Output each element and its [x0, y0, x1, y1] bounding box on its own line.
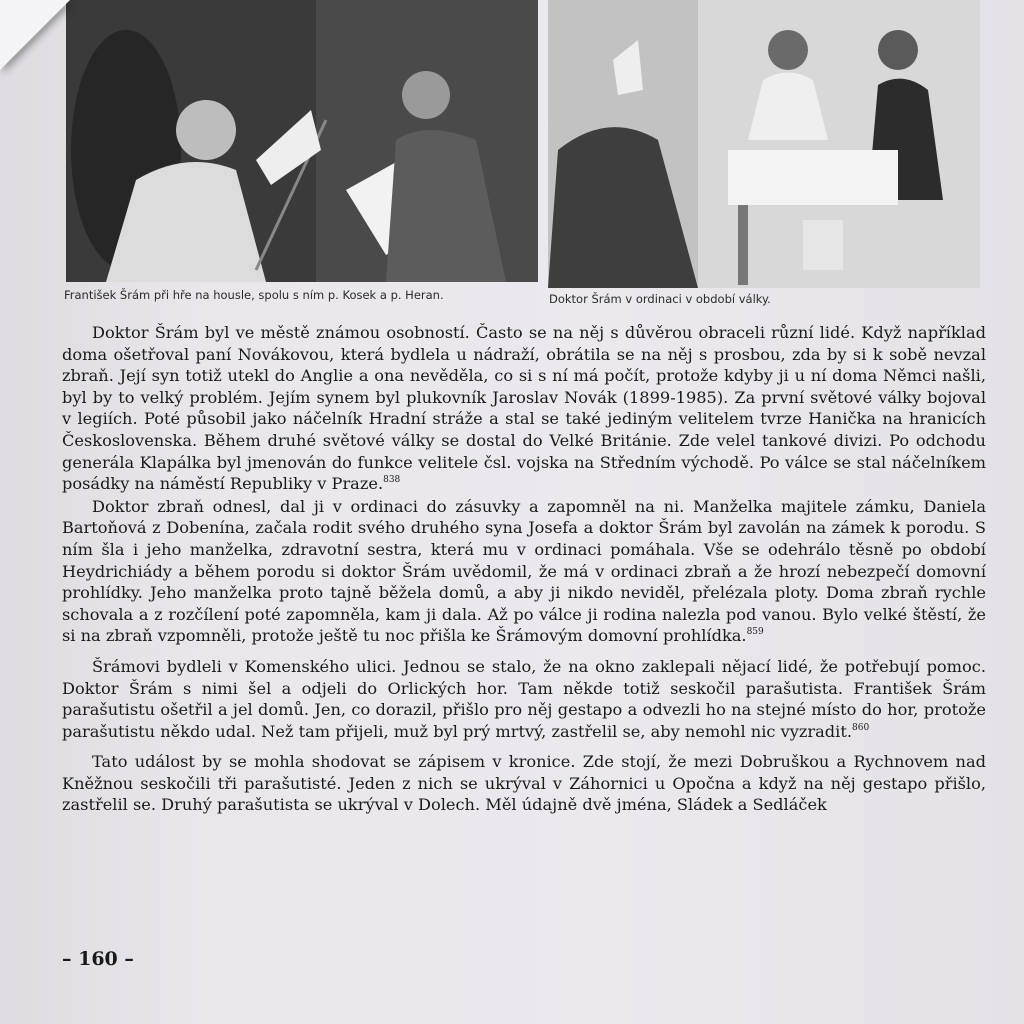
footnote-ref-860: 860 — [852, 722, 870, 733]
footnote-ref-838: 838 — [383, 475, 401, 486]
paragraph-4: Tato událost by se mohla shodovat se zápisem v kronice. Zde stojí, že mezi Dobruškou a Rychnovem nad Kněžnou seskočili tři parašutisté. Jeden z nich se ukrýval v Záhornici u Opočna a když na něj gestapo přišlo, zastřelil se. Druhý parašutista se ukrýval v Dolech. Měl údajně dvě jména, Sládek a Sedláček — [62, 752, 986, 815]
photo-caption-right: Doktor Šrám v ordinaci v období války. — [549, 292, 771, 306]
photo-doctor-office — [548, 0, 980, 288]
photo-caption-left: František Šrám při hře na housle, spolu s ním p. Kosek a p. Heran. — [64, 288, 444, 302]
paragraph-3: Šrámovi bydleli v Komenského ulici. Jednou se stalo, že na okno zaklepali nějací lidé, že potřebují pomoc. Doktor Šrám s nimi šel a odjeli do Orlických hor. Tam někde totiž seskočil parašutista. František Šrám parašutistu ošetřil a jel domů. Jen, co dorazil, přišlo pro něj gestapo a odvezli ho na stejné místo do hor, protože parašutistu někdo udal. Než tam přijeli, muž byl prý mrtvý, zastřelil se, aby nemohl nic vyzradit.$^{860}$ — [62, 656, 986, 741]
paragraph-1: Doktor Šrám byl ve městě známou osobností. Často se na něj s důvěrou obraceli různí lidé. Když například doma ošetřoval paní Novákovou, která bydlela u nádraží, obrátila se na něj s prosbou, zda by si k sobě nevzal zbraň. Její syn totiž utekl do Anglie a ona nevěděla, co si s ní má počít, protože kdyby ji u ní doma Němci našli, byl by to velký problém. Jejím synem byl plukovník Jaroslav Novák (1899-1985). Za první světové války bojoval v legiích. Poté působil jako náčelník Hradní stráže a stal se také jediným velitelem tvrze Hanička na hranicích Československa. Během druhé světové války se dostal do Velké Británie. Zde velel tankové divizi. Po odchodu generála Klapálka byl jmenován do funkce velitele čsl. vojska na Středním východě. Po válce se stal náčelníkem posádky na náměstí Republiky v Praze.$^{838}$ — [62, 323, 986, 494]
paragraph-2: Doktor zbraň odnesl, dal ji v ordinaci do zásuvky a zapomněl na ni. Manželka majitele zámku, Daniela Bartoňová z Dobenína, začala rodit svého druhého syna Josefa a doktor Šrám byl zavolán na zámek k porodu. S ním šla i jeho manželka, zdravotní sestra, která mu v ordinaci pomáhala. Vše se odehrálo těsně po období Heydrichiády a během porodu si doktor Šrám uvědomil, že má v ordinaci zbraň a že hrozí nebezpečí domovní prohlídky. Jeho manželka proto tajně běžela domů, a aby ji nikdo neviděl, přelézala ploty. Doma zbraň rychle schovala a z rozčílení poté zapomněla, kam ji dala. Až po válce ji rodina nalezla pod vanou. Bylo velké štěstí, že si na zbraň vzpomněli, protože ještě tu noc přišla ke Šrámovým domovní prohlídka.$^{859}$ — [62, 496, 986, 646]
photo-violin-trio — [66, 0, 538, 282]
body-text — [62, 322, 986, 825]
page-number: – 160 – — [62, 948, 134, 970]
footnote-ref-859: 859 — [746, 627, 764, 638]
page-curl — [0, 0, 70, 70]
